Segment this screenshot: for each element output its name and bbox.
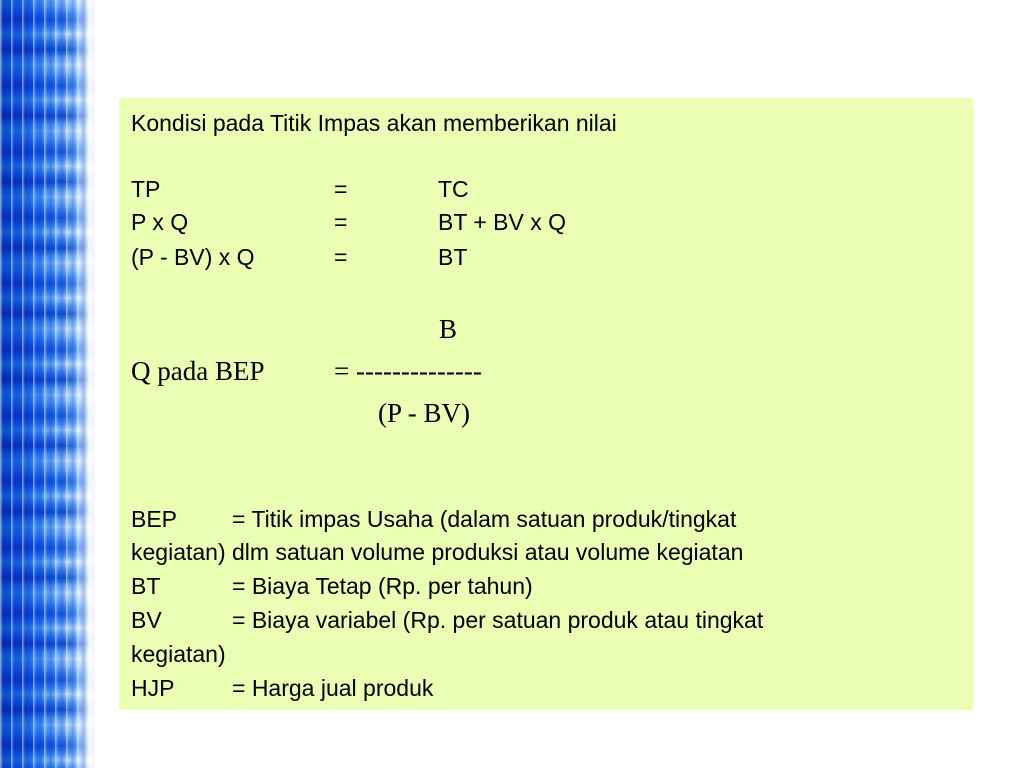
equation-2-op: = xyxy=(334,209,348,235)
equation-3-op: = xyxy=(334,244,348,270)
formula-fraction-line: = -------------- xyxy=(334,356,482,386)
heading: Kondisi pada Titik Impas akan memberikan nilai xyxy=(131,110,617,136)
definition-term-bt: BT xyxy=(131,573,161,599)
equation-2-left: P x Q xyxy=(131,209,189,235)
definition-text-hjp: = Harga jual produk xyxy=(232,675,434,701)
formula-numerator: B xyxy=(439,314,458,344)
definition-text-bv: = Biaya variabel (Rp. per satuan produk atau tingkat xyxy=(232,607,764,633)
definition-text-bt: = Biaya Tetap (Rp. per tahun) xyxy=(232,573,533,599)
definition-term-bep: BEP xyxy=(131,506,178,532)
decorative-blue-band xyxy=(0,0,96,768)
equation-1-left: TP xyxy=(131,176,161,202)
definition-continuation-bv: kegiatan) xyxy=(131,641,226,667)
equation-1-right: TC xyxy=(438,176,469,202)
formula-denominator: (P - BV) xyxy=(378,398,470,428)
definition-term-hjp: HJP xyxy=(131,675,175,701)
content-box xyxy=(119,98,973,710)
definition-continuation-bep: kegiatan) dlm satuan volume produksi atau volume kegiatan xyxy=(131,539,744,565)
equation-3-right: BT xyxy=(438,244,468,270)
equation-1-op: = xyxy=(334,176,348,202)
formula-label: Q pada BEP xyxy=(131,356,265,386)
equation-2-right: BT + BV x Q xyxy=(438,209,567,235)
definition-text-bep: = Titik impas Usaha (dalam satuan produk/tingkat xyxy=(232,506,737,532)
definition-term-bv: BV xyxy=(131,607,162,633)
equation-3-left: (P - BV) x Q xyxy=(131,244,255,270)
